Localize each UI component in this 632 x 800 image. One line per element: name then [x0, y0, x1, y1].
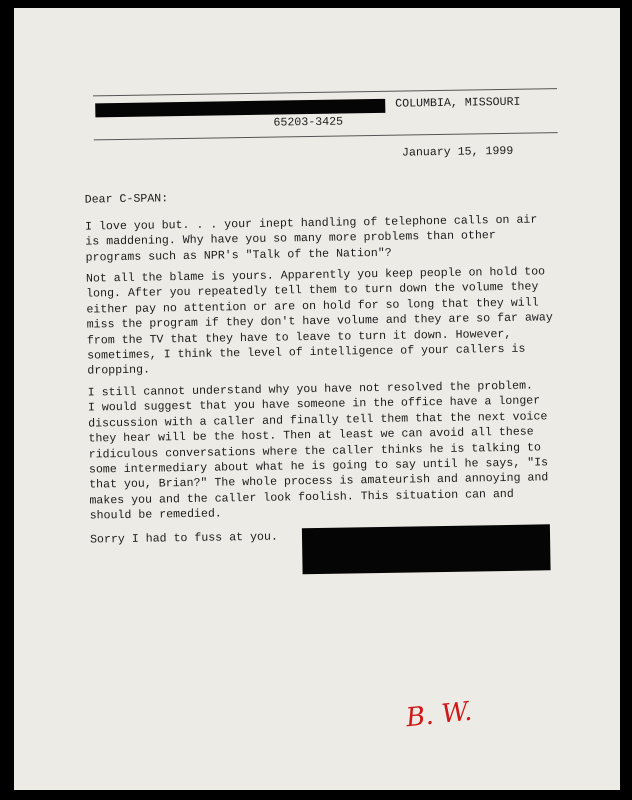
letterhead-zip: 65203-3425 — [273, 115, 344, 130]
paragraph-line: I love you but. . . your inept handling of telephone calls on air — [85, 213, 538, 234]
paragraph-line: they hear will be the host. Then at least we can avoid all these — [88, 425, 534, 446]
handwritten-initials: B. W. — [404, 696, 474, 734]
paragraph-line: is maddening. Why have you so many more problems than other — [85, 229, 496, 249]
paragraph-line: some intermediary about what he is going to say until he says, "Is — [88, 456, 549, 477]
paragraph-line: dropping. — [87, 364, 151, 378]
paragraph-line: I still cannot understand why you have not resolved the problem. — [87, 379, 534, 400]
paragraph-line: makes you and the caller look foolish. This situation can and — [89, 487, 514, 508]
paragraph-line: Not all the blame is yours. Apparently you keep people on hold too — [85, 265, 546, 286]
paragraph-line: either pay no attention or are on hold for so long that they will — [86, 296, 539, 317]
paragraph-line: discussion with a caller and finally tell them that the next voice — [88, 410, 548, 431]
closing-line: Sorry I had to fuss at you. — [89, 530, 278, 547]
paragraph-line: sometimes, I think the level of intelligence of your callers is — [87, 342, 526, 363]
paragraph-line: should be remedied. — [89, 507, 222, 523]
paragraph-line: miss the program if they don't have volume and they are so far away — [86, 311, 553, 332]
paragraph-line: that you, Brian?" The whole process is amateurish and annoying and — [89, 471, 549, 492]
redacted-signature-block — [302, 524, 551, 574]
letter-page — [14, 8, 620, 790]
paragraph-3 — [88, 378, 560, 524]
paragraph-line: ridiculous conversations where the caller thinks he is talking to — [88, 441, 541, 462]
salutation: Dear C-SPAN: — [84, 192, 169, 207]
letter-body — [14, 8, 620, 790]
paragraph-1 — [85, 212, 556, 266]
paragraph-2 — [86, 264, 558, 379]
letter-date: January 15, 1999 — [401, 144, 514, 160]
letterhead-city: COLUMBIA, MISSOURI — [395, 95, 521, 111]
paragraph-line: I would suggest that you have someone in the office have a longer — [87, 394, 541, 415]
letterhead-top-rule — [93, 88, 557, 96]
paragraph-line: long. After you repeatedly tell them to turn down the volume they — [86, 280, 539, 301]
paragraph-line: from the TV that they have to leave to turn it down. However, — [86, 327, 512, 348]
letterhead-bottom-rule — [94, 132, 558, 140]
paragraph-line: programs such as NPR's "Talk of the Nation"? — [85, 246, 392, 265]
